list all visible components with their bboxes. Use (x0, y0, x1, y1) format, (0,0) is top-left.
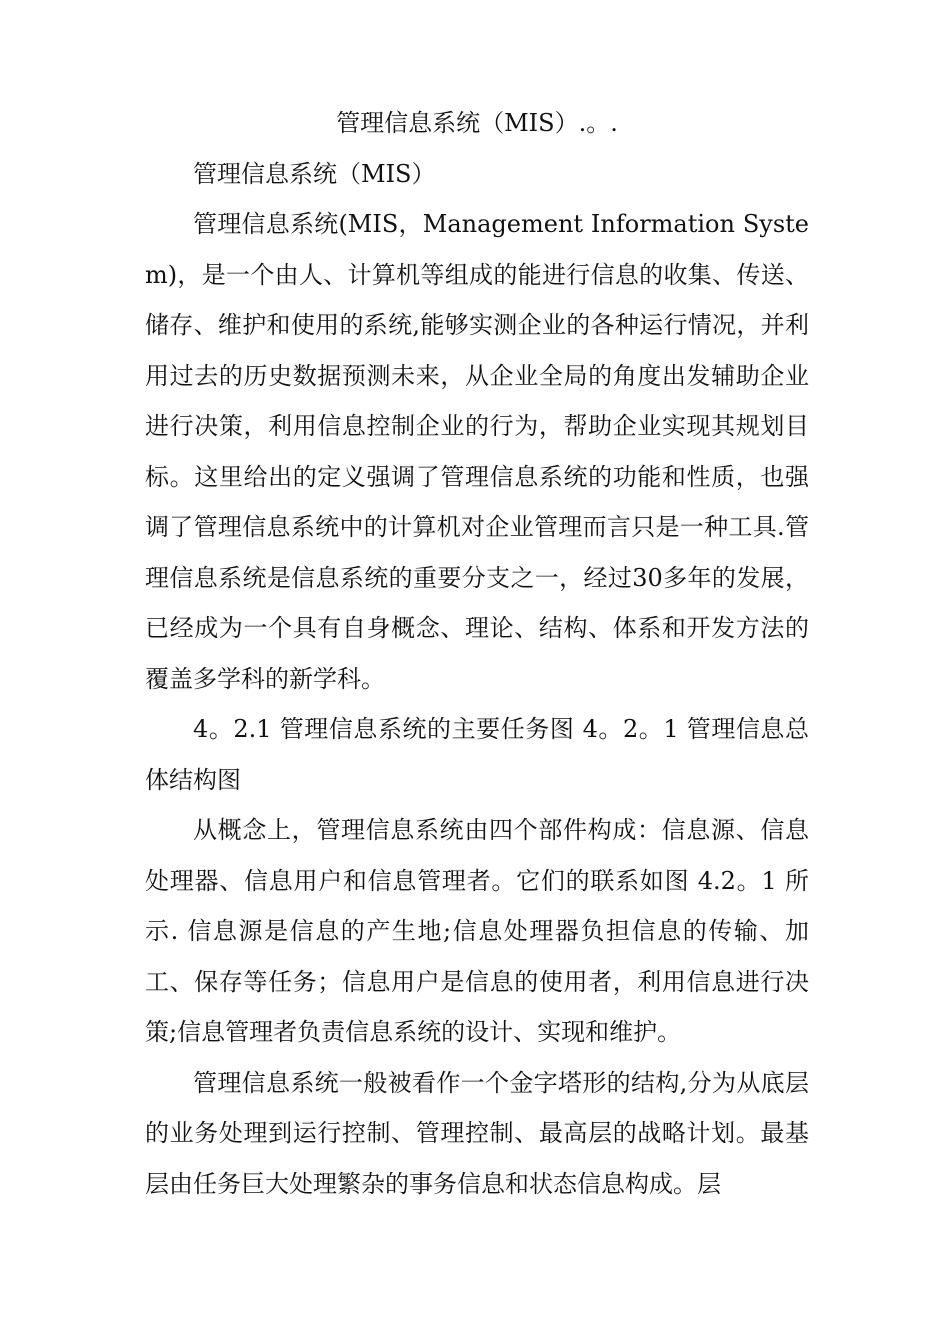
paragraph-pyramid: 管理信息系统一般被看作一个金字塔形的结构,分为从底层的业务处理到运行控制、管理控制、最高层的战略计划。最基层由任务巨大处理繁杂的事务信息和状态信息构成。层 (145, 1068, 809, 1198)
paragraph-section-heading: 4。2.1 管理信息系统的主要任务图 4。2。1 管理信息总体结构图 (145, 715, 809, 794)
paragraph-components: 从概念上，管理信息系统由四个部件构成：信息源、信息处理器、信息用户和信息管理者。它们的联系如图 4.2。1 所示. 信息源是信息的产生地;信息处理器负担信息的传输、加工、保存等任务；信息用户是信息的使用者，利用信息进行决策;信息管理者负责信息系统的设计、实现和维护。 (145, 816, 809, 1046)
document-body (145, 98, 809, 1209)
document-title: 管理信息系统（MIS）.。. (336, 109, 618, 137)
paragraph-definition: 管理信息系统(MIS，Management Information System)，是一个由人、计算机等组成的能进行信息的收集、传送、储存、维护和使用的系统,能够实测企业的各种运行情况，并利用过去的历史数据预测未来，从企业全局的角度出发辅助企业进行决策，利用信息控制企业的行为，帮助企业实现其规划目标。这里给出的定义强调了管理信息系统的功能和性质，也强调了管理信息系统中的计算机对企业管理而言只是一种工具.管理信息系统是信息系统的重要分支之一，经过30多年的发展，已经成为一个具有自身概念、理论、结构、体系和开发方法的覆盖多学科的新学科。 (145, 210, 809, 693)
paragraph-heading: 管理信息系统（MIS） (193, 159, 436, 188)
